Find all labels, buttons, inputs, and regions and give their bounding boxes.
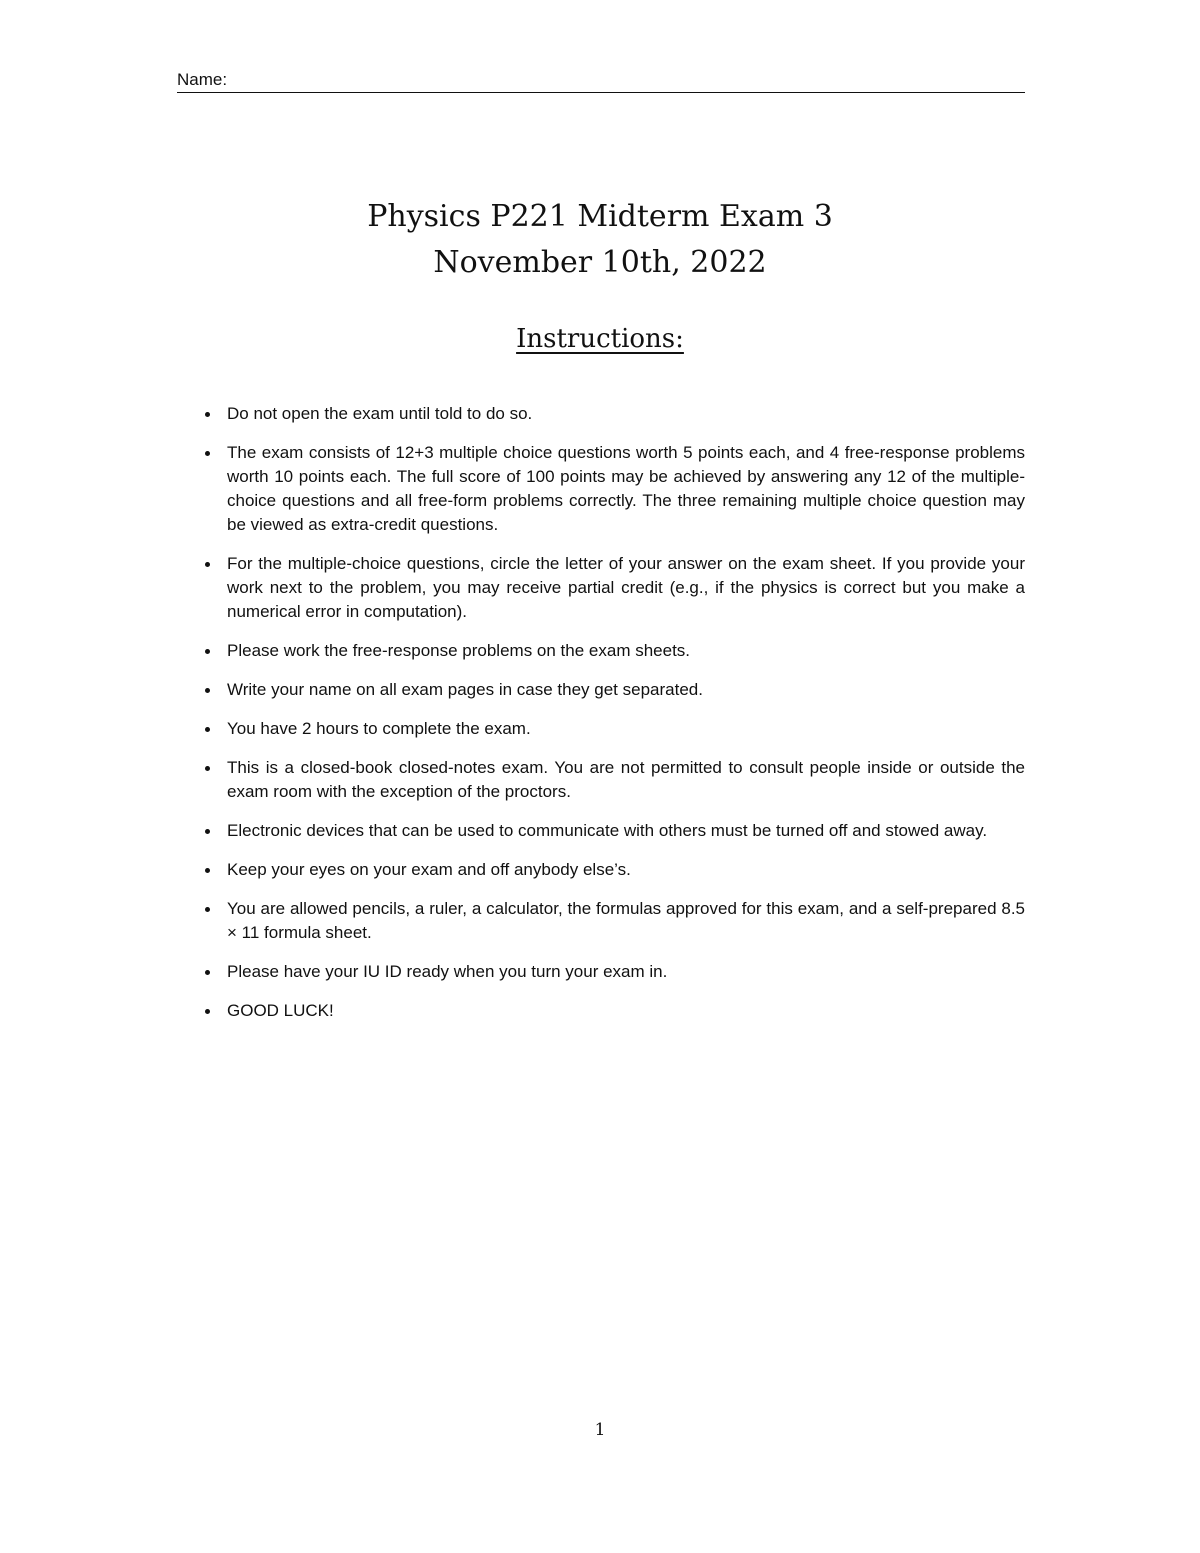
bullet-icon <box>205 649 210 654</box>
bullet-icon <box>205 562 210 567</box>
instruction-item <box>203 819 1025 843</box>
bullet-icon <box>205 688 210 693</box>
bullet-icon <box>205 970 210 975</box>
instruction-text: Please work the free-response problems on the exam sheets. <box>227 641 691 660</box>
instruction-text: You have 2 hours to complete the exam. <box>227 719 531 738</box>
instruction-text: GOOD LUCK! <box>227 1001 334 1020</box>
instruction-item <box>203 960 1025 984</box>
instruction-item <box>203 756 1025 804</box>
instruction-text: Do not open the exam until told to do so. <box>227 404 533 423</box>
name-field-line <box>177 66 1025 93</box>
bullet-icon <box>205 451 210 456</box>
instruction-item <box>203 858 1025 882</box>
instruction-item <box>203 402 1025 426</box>
bullet-icon <box>205 1009 210 1014</box>
instruction-text: This is a closed-book closed-notes exam. You are not permitted to consult people inside or outside the exam room with the exception of the proctors. <box>227 758 1025 801</box>
instructions-heading <box>0 324 1200 354</box>
instruction-item <box>203 552 1025 624</box>
instruction-text: Please have your IU ID ready when you turn your exam in. <box>227 962 668 981</box>
instruction-text: Electronic devices that can be used to communicate with others must be turned off and stowed away. <box>227 821 988 840</box>
instruction-item <box>203 999 1025 1023</box>
bullet-icon <box>205 412 210 417</box>
instruction-item <box>203 678 1025 702</box>
name-label: Name: <box>177 70 228 89</box>
instruction-text: For the multiple-choice questions, circle the letter of your answer on the exam sheet. If you provide your work next to the problem, you may receive partial credit (e.g., if the physics is correct but you make a numerical error in computation). <box>227 554 1025 621</box>
exam-title: Physics P221 Midterm Exam 3 <box>367 199 833 234</box>
page-number: 1 <box>594 1420 606 1440</box>
instructions-heading-text: Instructions: <box>516 324 684 354</box>
bullet-icon <box>205 907 210 912</box>
instruction-item <box>203 639 1025 663</box>
bullet-icon <box>205 868 210 873</box>
instruction-text: Write your name on all exam pages in case they get separated. <box>227 680 703 699</box>
bullet-icon <box>205 829 210 834</box>
instruction-item <box>203 897 1025 945</box>
instruction-item <box>203 717 1025 741</box>
instructions-list <box>203 402 1025 1038</box>
exam-title-block <box>0 194 1200 286</box>
bullet-icon <box>205 766 210 771</box>
instruction-text: The exam consists of 12+3 multiple choice questions worth 5 points each, and 4 free-response problems worth 10 points each. The full score of 100 points may be achieved by answering any 12 of the multiple-choice questions and all free-form problems correctly. The three remaining multiple choice question may be viewed as extra-credit questions. <box>227 443 1025 534</box>
bullet-icon <box>205 727 210 732</box>
instruction-item <box>203 441 1025 537</box>
exam-date: November 10th, 2022 <box>433 245 767 280</box>
instruction-text: You are allowed pencils, a ruler, a calculator, the formulas approved for this exam, and a self-prepared 8.5 × 11 formula sheet. <box>227 899 1025 942</box>
instruction-text: Keep your eyes on your exam and off anybody else’s. <box>227 860 631 879</box>
